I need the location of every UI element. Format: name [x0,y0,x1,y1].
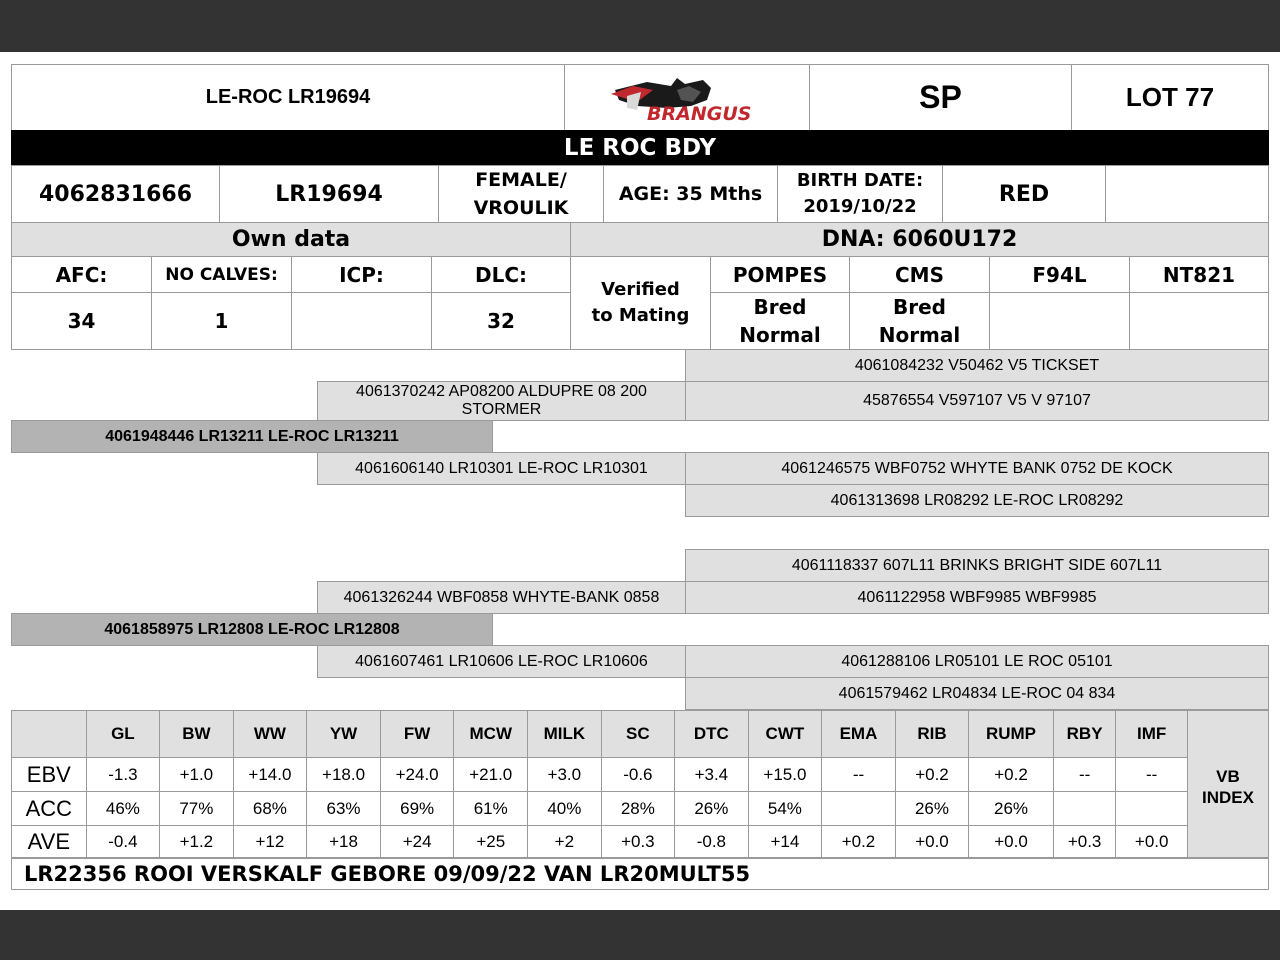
ear-tag: LR19694 [219,165,439,223]
lot-sheet [0,52,1280,910]
bull-logo-icon [607,72,767,124]
ave-cell: +2 [528,826,602,859]
pedigree-sire-dam: 4061606140 LR10301 LE-ROC LR10301 [317,452,686,485]
footer-note: LR22356 ROOI VERSKALF GEBORE 09/09/22 VAN LR20MULT55 [11,857,1269,890]
ebv-col-mcw: MCW [454,711,528,758]
ebv-col-ww: WW [233,711,307,758]
acc-cell: 26% [969,792,1054,826]
acc-cell [1116,792,1188,826]
acc-cell: 69% [380,792,454,826]
ebv-col-imf: IMF [1116,711,1188,758]
ebv-col-gl: GL [86,711,159,758]
afc-header: AFC: [11,256,152,293]
ave-cell: +12 [233,826,307,859]
ebv-col-vb-index [1187,711,1268,859]
pedigree-dam-dam: 4061607461 LR10606 LE-ROC LR10606 [317,645,686,678]
pedigree-dam-sire-dam: 4061122958 WBF9985 WBF9985 [685,581,1269,614]
dna-test-cms: CMS [849,256,990,293]
dna-test-f94l: F94L [989,256,1130,293]
colour: RED [942,165,1106,223]
ebv-row [12,758,1269,792]
birth-date [777,165,943,223]
sex: FEMALE/ VROULIK [438,165,604,223]
ebv-cell: +3.4 [675,758,749,792]
ave-cell: +0.3 [601,826,674,859]
afc-value: 34 [11,292,152,350]
ebv-cell: -- [1116,758,1188,792]
ave-cell: +18 [307,826,381,859]
pedigree-dam: 4061858975 LR12808 LE-ROC LR12808 [11,613,493,646]
ebv-col-dtc: DTC [675,711,749,758]
ebv-cell: +0.2 [895,758,968,792]
dna-result-cms: Bred Normal [849,292,990,350]
ave-cell: +0.0 [895,826,968,859]
ebv-header-row [12,711,1269,758]
dna-result-pompes: Bred Normal [710,292,850,350]
birth-date-value: 2019/10/22 [803,196,917,217]
ebv-col-fw: FW [380,711,454,758]
ebv-cell: +24.0 [380,758,454,792]
acc-cell: 28% [601,792,674,826]
dna-result-f94l [989,292,1130,350]
pedigree-dam-dam-dam: 4061579462 LR04834 LE-ROC 04 834 [685,677,1269,710]
ebv-col-sc: SC [601,711,674,758]
pedigree-sire-sire-sire: 4061084232 V50462 V5 TICKSET [685,349,1269,382]
ave-cell: +0.0 [1116,826,1188,859]
pedigree-sire-sire-dam: 45876554 V597107 V5 V 97107 [685,381,1269,421]
no-calves-header: NO CALVES: [151,256,292,293]
pedigree-dam-dam-sire: 4061288106 LR05101 LE ROC 05101 [685,645,1269,678]
acc-cell: 26% [895,792,968,826]
ebv-cell: +15.0 [748,758,822,792]
ebv-col-milk: MILK [528,711,602,758]
acc-cell: 54% [748,792,822,826]
pedigree-sire-sire: 4061370242 AP08200 ALDUPRE 08 200 STORMER [317,381,686,421]
dna-title: DNA: 6060U172 [570,222,1269,257]
ebv-col-cwt: CWT [748,711,822,758]
acc-cell: 46% [86,792,159,826]
ebv-col-rib: RIB [895,711,968,758]
icp-header: ICP: [291,256,432,293]
ave-cell: +1.2 [160,826,233,859]
ebv-cell: +3.0 [528,758,602,792]
logo-wordmark: BRANGUS [647,102,752,124]
pedigree-dam-sire: 4061326244 WBF0858 WHYTE-BANK 0858 [317,581,686,614]
ave-cell: +0.0 [969,826,1054,859]
acc-cell: 77% [160,792,233,826]
acc-cell: 61% [454,792,528,826]
birth-date-label: BIRTH DATE: [796,170,924,191]
pedigree-sire-dam-sire: 4061246575 WBF0752 WHYTE BANK 0752 DE KOCK [685,452,1269,485]
pedigree-sire: 4061948446 LR13211 LE-ROC LR13211 [11,420,493,453]
acc-cell [1053,792,1116,826]
ebv-cell: -1.3 [86,758,159,792]
ave-cell: -0.8 [675,826,749,859]
ave-cell: +0.2 [822,826,896,859]
ave-cell: +25 [454,826,528,859]
ave-cell: +0.3 [1053,826,1116,859]
ebv-table [11,710,1269,859]
pedigree-sire-dam-dam: 4061313698 LR08292 LE-ROC LR08292 [685,484,1269,517]
info-extra [1105,165,1269,223]
ebv-cell: -- [1053,758,1116,792]
vb-index-label: VB INDEX [1201,766,1254,807]
acc-row-label: ACC [12,792,87,826]
ebv-cell: -- [822,758,896,792]
status-code: SP [809,64,1072,131]
registration-number: 4062831666 [11,165,220,223]
no-calves-value: 1 [151,292,292,350]
ebv-col-bw: BW [160,711,233,758]
ebv-row-label: EBV [12,758,87,792]
acc-row [12,792,1269,826]
ebv-cell: +21.0 [454,758,528,792]
ebv-corner-cell [12,711,87,758]
ebv-cell: +0.2 [969,758,1054,792]
acc-cell [822,792,896,826]
acc-cell: 68% [233,792,307,826]
ebv-cell: +1.0 [160,758,233,792]
dlc-value: 32 [431,292,571,350]
acc-cell: 63% [307,792,381,826]
ave-cell: -0.4 [86,826,159,859]
verified-to-mating: Verified to Mating [570,256,711,350]
ave-row [12,826,1269,859]
ebv-col-rump: RUMP [969,711,1054,758]
animal-name-bar: LE ROC BDY [11,130,1269,166]
ebv-col-yw: YW [307,711,381,758]
icp-value [291,292,432,350]
acc-cell: 26% [675,792,749,826]
ebv-col-ema: EMA [822,711,896,758]
ebv-cell: +14.0 [233,758,307,792]
ave-row-label: AVE [12,826,87,859]
dlc-header: DLC: [431,256,571,293]
dna-test-nt821: NT821 [1129,256,1269,293]
dna-test-pompes: POMPES [710,256,850,293]
brangus-logo [564,64,810,131]
own-data-title: Own data [11,222,571,257]
animal-id-title: LE-ROC LR19694 [11,64,565,131]
ebv-col-rby: RBY [1053,711,1116,758]
dna-result-nt821 [1129,292,1269,350]
ebv-cell: -0.6 [601,758,674,792]
age: AGE: 35 Mths [603,165,778,223]
ave-cell: +24 [380,826,454,859]
ebv-cell: +18.0 [307,758,381,792]
ave-cell: +14 [748,826,822,859]
lot-number: LOT 77 [1071,64,1269,131]
pedigree-dam-sire-sire: 4061118337 607L11 BRINKS BRIGHT SIDE 607L11 [685,549,1269,582]
acc-cell: 40% [528,792,602,826]
